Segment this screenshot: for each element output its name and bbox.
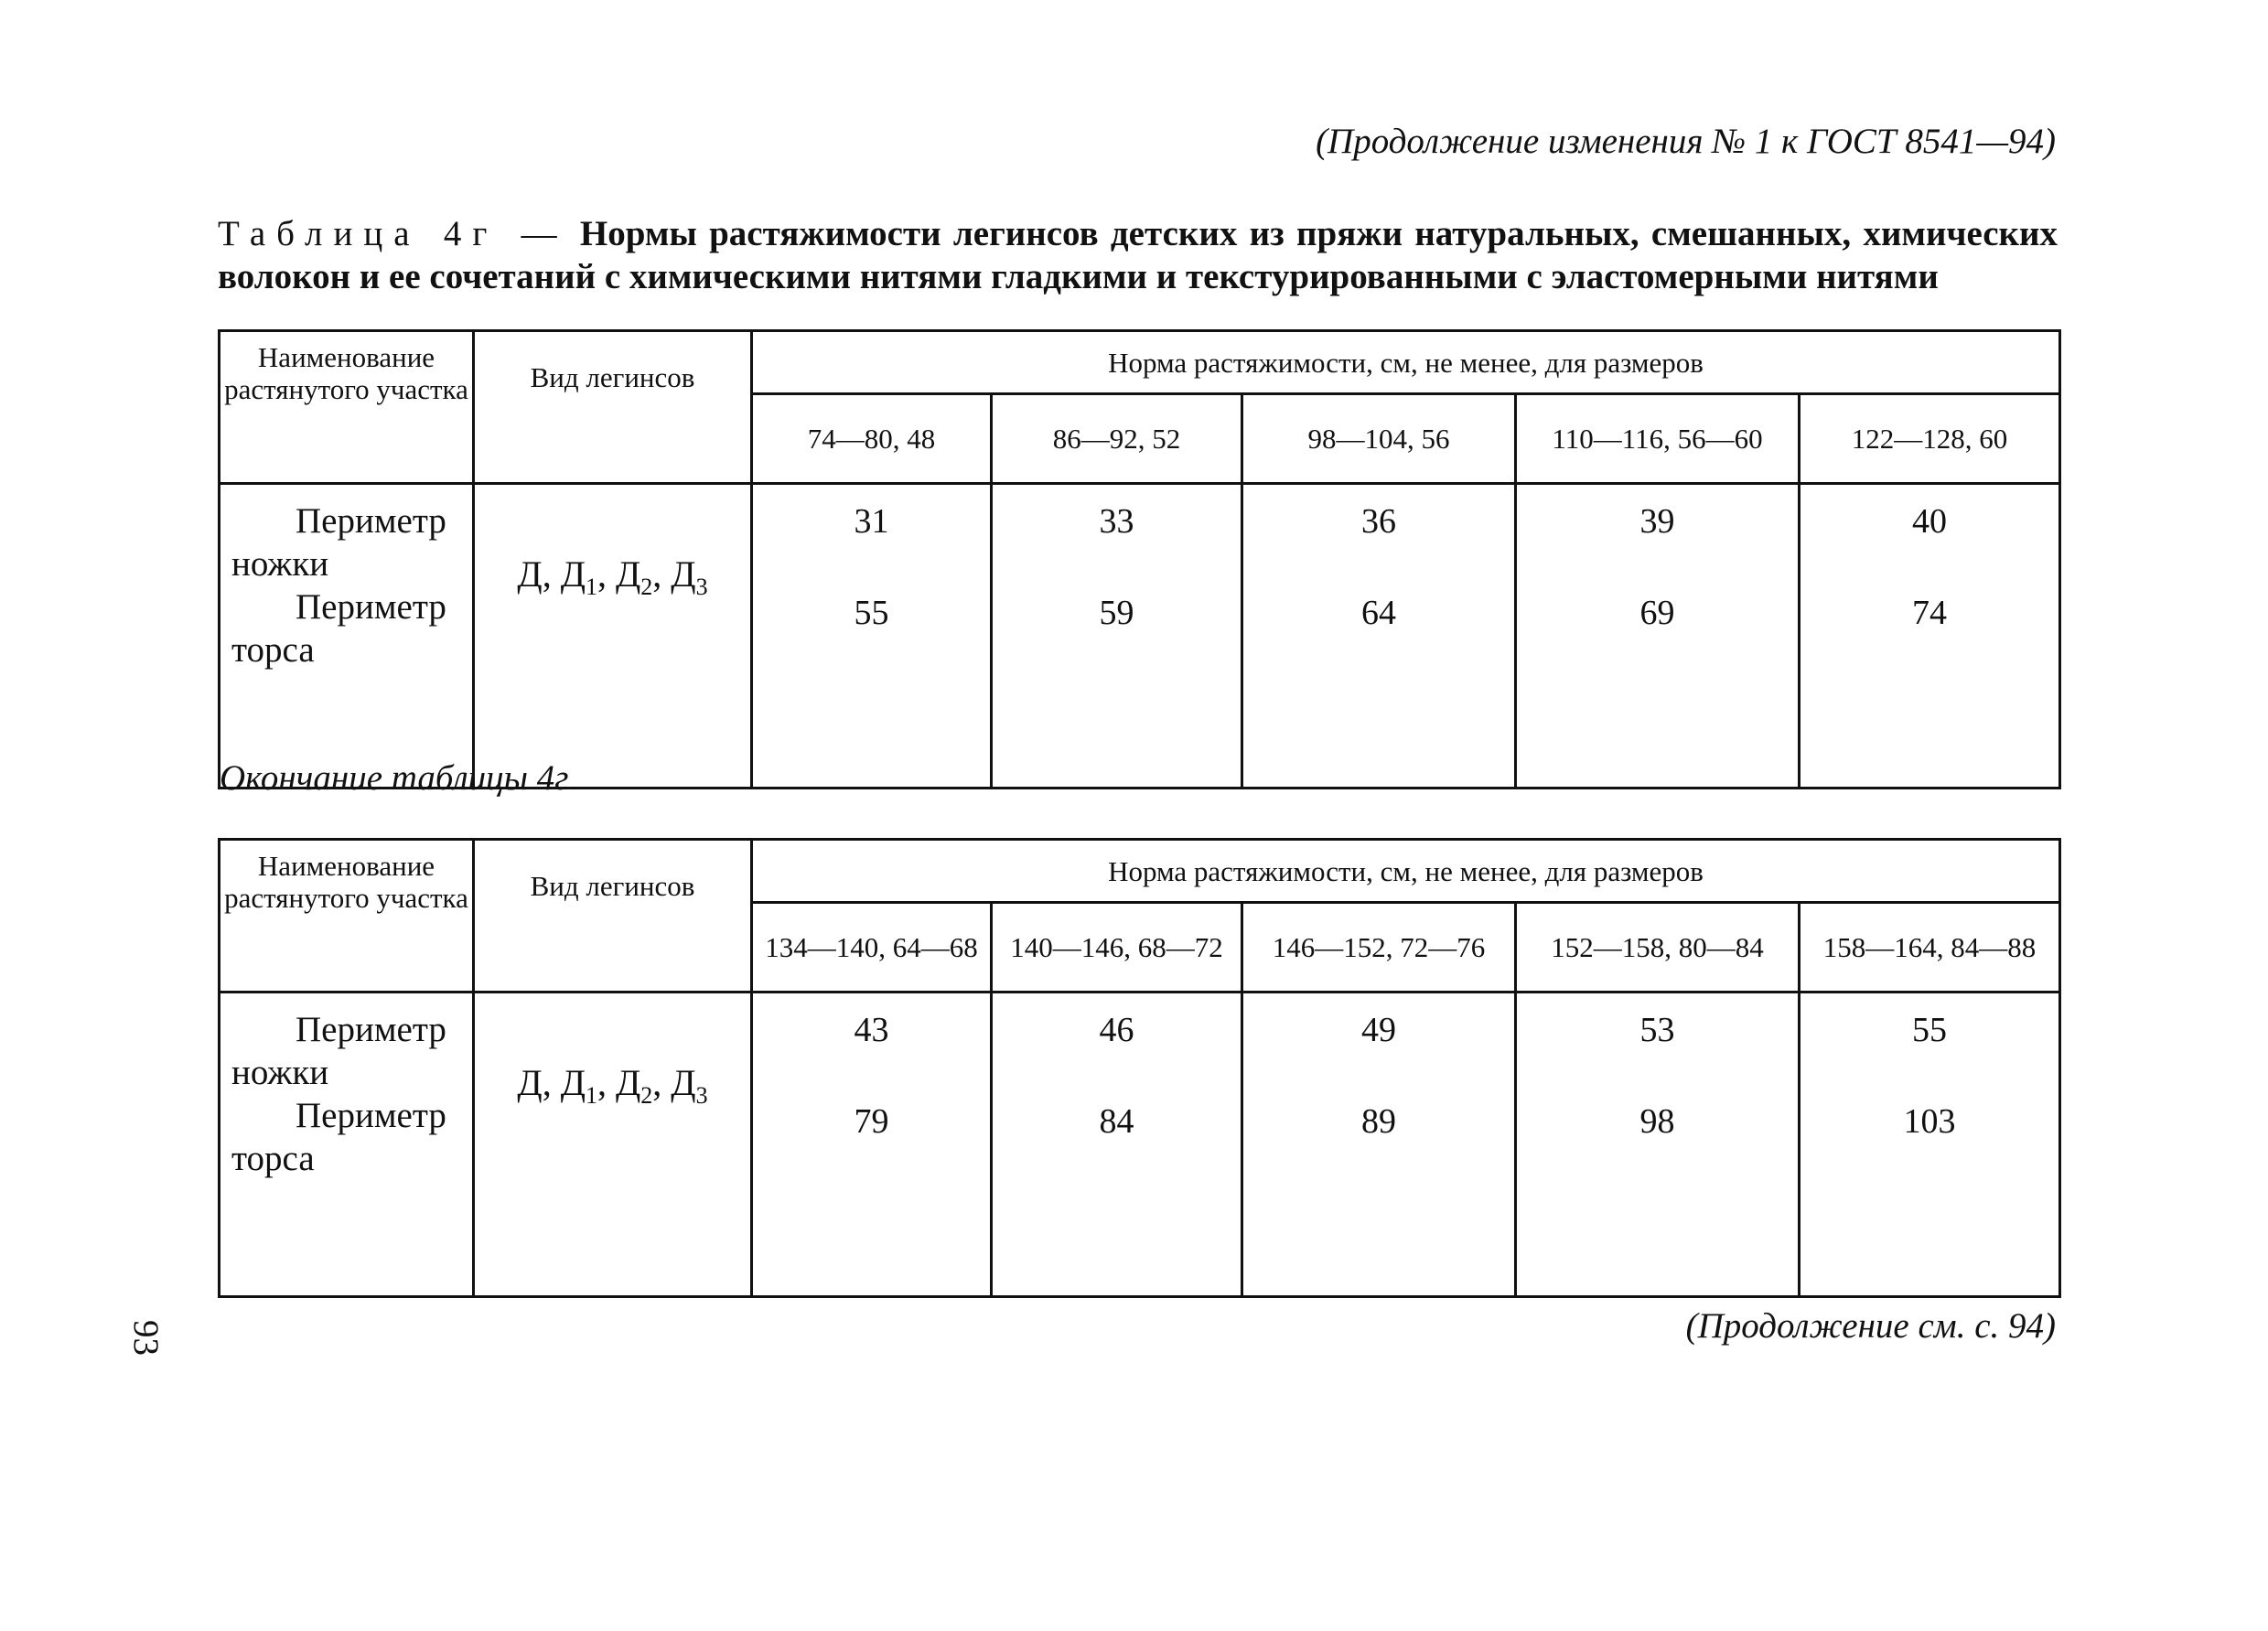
header-name: Наименование растянутого участка <box>220 840 474 993</box>
value-leg: 43 <box>854 1011 889 1049</box>
size-header: 134—140, 64—68 <box>752 903 992 993</box>
table-title-text: Нормы растяжимости легинсов детских из пряжи натуральных, смешанных, химических волокон и ее сочетаний с химическими нитями гладкими и текстурированными с эластомерными нитями <box>218 214 2058 296</box>
header-norm: Норма растяжимости, см, не менее, для размеров <box>752 840 2060 903</box>
header-kind: Вид легинсов <box>474 331 752 484</box>
value-cell <box>1242 993 1516 1297</box>
value-torso: 64 <box>1361 594 1396 632</box>
page-number: 93 <box>126 1320 166 1356</box>
size-header: 74—80, 48 <box>752 394 992 484</box>
value-cell <box>1516 993 1800 1297</box>
value-leg: 53 <box>1639 1011 1675 1049</box>
param-leg: Периметр ножки <box>231 501 446 584</box>
value-leg: 31 <box>854 502 889 541</box>
value-cell <box>1800 993 2060 1297</box>
header-kind: Вид легинсов <box>474 840 752 993</box>
header-name: Наименование растянутого участка <box>220 331 474 484</box>
size-header: 110—116, 56—60 <box>1516 394 1800 484</box>
value-leg: 36 <box>1361 502 1396 541</box>
value-leg: 55 <box>1912 1011 1947 1049</box>
value-torso: 69 <box>1639 594 1675 632</box>
size-header: 86—92, 52 <box>992 394 1242 484</box>
value-torso: 98 <box>1639 1102 1675 1141</box>
size-header: 122—128, 60 <box>1800 394 2060 484</box>
value-cell <box>992 484 1242 789</box>
norms-table-main <box>218 329 2061 789</box>
header-norm: Норма растяжимости, см, не менее, для размеров <box>752 331 2060 394</box>
norms-table-continuation <box>218 838 2061 1298</box>
kind-cell: Д, $Д_1$, $Д_2$, $Д_3$ <box>474 993 752 1297</box>
param-cell <box>220 993 474 1297</box>
value-torso: 55 <box>854 594 889 632</box>
value-leg: 46 <box>1099 1011 1134 1049</box>
param-torso: Периметр торса <box>231 1096 446 1178</box>
param-torso: Периметр торса <box>231 587 446 670</box>
value-cell <box>1242 484 1516 789</box>
table-title-label: Таблица 4г — <box>218 214 568 253</box>
size-header: 158—164, 84—88 <box>1800 903 2060 993</box>
value-leg: 49 <box>1361 1011 1396 1049</box>
value-torso: 79 <box>854 1102 889 1141</box>
continuation-caption: Окончание таблицы 4г <box>220 758 569 798</box>
size-header: 140—146, 68—72 <box>992 903 1242 993</box>
value-leg: 33 <box>1099 502 1134 541</box>
size-header: 152—158, 80—84 <box>1516 903 1800 993</box>
value-leg: 39 <box>1639 502 1675 541</box>
value-torso: 74 <box>1912 594 1947 632</box>
value-torso: 89 <box>1361 1102 1396 1141</box>
header-note: (Продолжение изменения № 1 к ГОСТ 8541—94) <box>1316 122 2056 161</box>
value-torso: 84 <box>1099 1102 1134 1141</box>
param-leg: Периметр ножки <box>231 1010 446 1092</box>
value-leg: 40 <box>1912 502 1947 541</box>
footer-note: (Продолжение см. с. 94) <box>1685 1306 2056 1346</box>
param-cell <box>220 484 474 789</box>
value-torso: 59 <box>1099 594 1134 632</box>
value-cell <box>752 484 992 789</box>
value-cell <box>1516 484 1800 789</box>
table-title <box>218 212 2058 298</box>
size-header: 98—104, 56 <box>1242 394 1516 484</box>
value-cell <box>992 993 1242 1297</box>
value-cell <box>1800 484 2060 789</box>
size-header: 146—152, 72—76 <box>1242 903 1516 993</box>
kind-cell: Д, $Д_1$, $Д_2$, $Д_3$ <box>474 484 752 789</box>
value-cell <box>752 993 992 1297</box>
value-torso: 103 <box>1903 1102 1956 1141</box>
